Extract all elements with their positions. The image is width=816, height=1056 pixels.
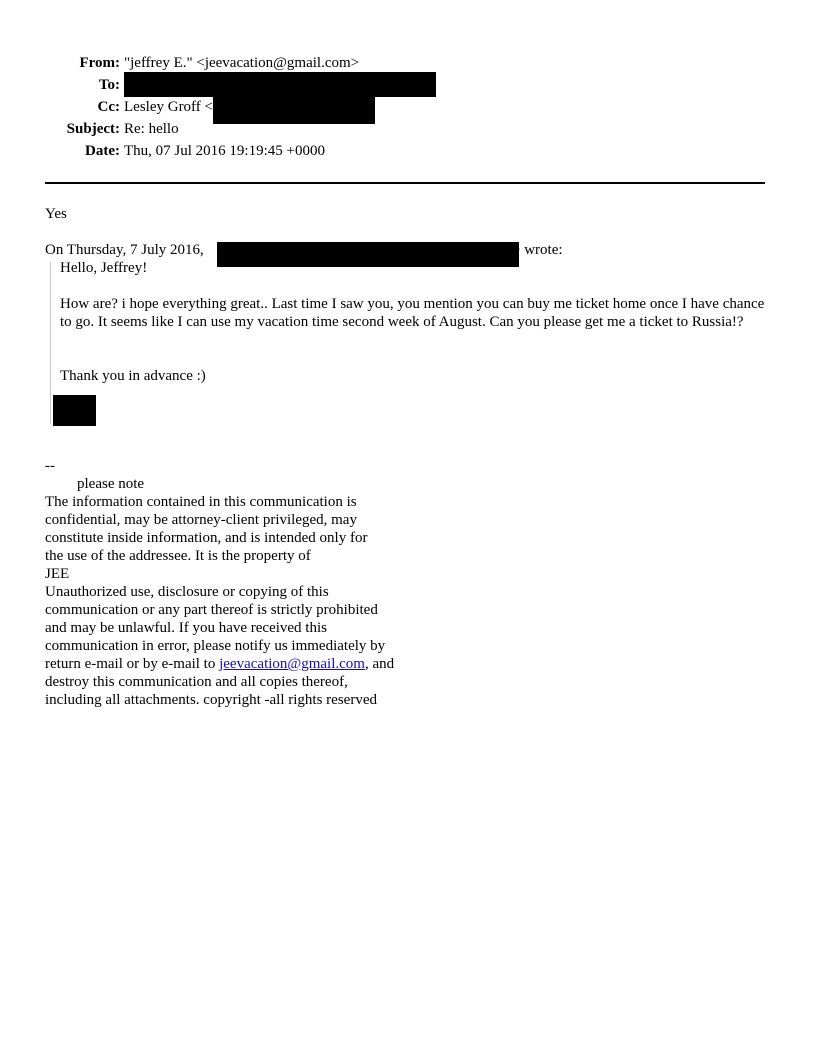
quoted-paragraph: How are? i hope everything great.. Last time I saw you, you mention you can buy me ticket home once I have chance to go. It seems like I can use my vacation time second week of August. Can you please get me a ticket to Russia!? [60, 296, 765, 330]
disclaimer-line: the use of the addressee. It is the property of [45, 548, 311, 564]
subject-label: Subject: [66, 121, 120, 137]
signature-dashes: -- [45, 458, 55, 474]
signature-redaction [53, 395, 96, 426]
disclaimer-line: Unauthorized use, disclosure or copying of this [45, 584, 329, 600]
disclaimer-line: JEE [45, 566, 70, 582]
signature-note: please note [77, 476, 145, 492]
cc-value: Lesley Groff < [124, 99, 213, 115]
disclaimer-return-suffix: , and [364, 656, 395, 672]
date-label: Date: [85, 143, 120, 159]
cc-redaction [213, 97, 375, 124]
reply-text: Yes [45, 206, 67, 222]
disclaimer-line: destroy this communication and all copies thereof, [45, 674, 348, 690]
from-label: From: [79, 55, 120, 71]
disclaimer-line: communication or any part thereof is strictly prohibited [45, 602, 378, 618]
to-label: To: [98, 77, 120, 93]
quoted-greeting: Hello, Jeffrey! [60, 260, 148, 276]
disclaimer-line: confidential, may be attorney-client privileged, may [45, 512, 357, 528]
cc-label: Cc: [97, 99, 120, 115]
disclaimer-line: communication in error, please notify us immediately by [45, 638, 386, 654]
disclaimer-line: The information contained in this communication is [45, 494, 357, 510]
disclaimer-return-prefix: return e-mail or by e-mail to [45, 656, 220, 672]
quote-intro: On Thursday, 7 July 2016, [45, 242, 204, 258]
header-divider [45, 182, 765, 184]
subject-value: Re: hello [124, 121, 179, 137]
disclaimer-line: and may be unlawful. If you have received this [45, 620, 327, 636]
disclaimer-email-line [45, 655, 394, 673]
to-redaction [124, 72, 436, 97]
from-value: "jeffrey E." <jeevacation@gmail.com> [124, 55, 360, 71]
disclaimer-line: constitute inside information, and is intended only for [45, 530, 368, 546]
date-value: Thu, 07 Jul 2016 19:19:45 +0000 [124, 143, 325, 159]
disclaimer-line: including all attachments. copyright -all rights reserved [45, 692, 377, 708]
quote-bar [50, 262, 51, 424]
quoted-thanks: Thank you in advance :) [60, 368, 206, 384]
email-link[interactable]: jeevacation@gmail.com [219, 656, 365, 672]
quote-wrote: > wrote: [512, 242, 563, 258]
